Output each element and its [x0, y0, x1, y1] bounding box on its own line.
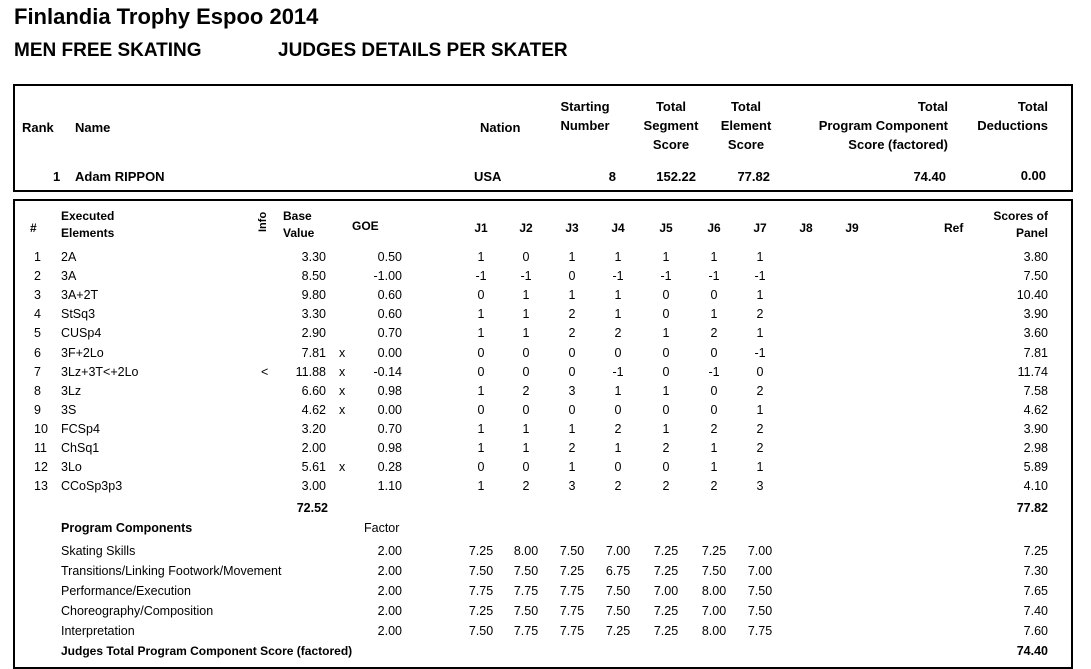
element-number: 6 — [34, 345, 41, 360]
judge-score: 1 — [710, 441, 718, 455]
executed-elements-header — [61, 208, 114, 242]
component-name: Transitions/Linking Footwork/Movement — [61, 564, 282, 578]
component-name: Choreography/Composition — [61, 604, 214, 618]
component-judge-score: 6.75 — [605, 564, 631, 578]
header-line: Score — [652, 137, 690, 152]
component-judge-score: 7.25 — [559, 564, 585, 578]
num-header: # — [30, 221, 37, 235]
element-base-value: 7.81 — [301, 345, 326, 360]
component-judge-score: 7.75 — [559, 584, 585, 598]
skater-rank: 1 — [53, 169, 61, 184]
judge-score: 1 — [614, 441, 622, 455]
element-panel-score: 4.10 — [1023, 479, 1048, 494]
header-line: Deductions — [977, 118, 1048, 133]
element-panel-score: 3.80 — [1023, 250, 1048, 264]
judge-score: 2 — [522, 479, 530, 494]
judge-score: 1 — [522, 421, 530, 436]
judge-score: 0 — [568, 364, 576, 379]
judge-score: 0 — [710, 288, 718, 303]
component-judge-score: 7.75 — [513, 624, 539, 638]
component-judge-score: 7.25 — [605, 624, 631, 638]
judge-score: 2 — [756, 421, 764, 436]
judge-header: J8 — [799, 221, 813, 235]
judge-score: 1 — [568, 288, 576, 303]
judge-score: 1 — [568, 460, 576, 475]
element-panel-score: 7.58 — [1023, 383, 1048, 398]
element-panel-score: 7.50 — [1023, 269, 1048, 284]
judge-header: J4 — [611, 221, 625, 235]
element-name: 3S — [61, 402, 77, 417]
component-judge-score: 8.00 — [513, 544, 539, 558]
header-line: Total — [730, 99, 762, 114]
element-bonus-marker: x — [339, 383, 346, 398]
element-goe: 1.10 — [377, 479, 402, 494]
element-base-value: 3.00 — [301, 479, 326, 494]
component-judge-score: 7.00 — [653, 584, 679, 598]
tss-header — [628, 97, 714, 154]
judge-score: 0 — [662, 307, 670, 322]
judge-score: 2 — [568, 326, 576, 341]
judge-score: 1 — [662, 421, 670, 436]
judge-score: 2 — [614, 479, 622, 494]
component-name: Skating Skills — [61, 544, 136, 558]
header-line: Elements — [61, 226, 115, 240]
deductions-header — [960, 97, 1048, 135]
judge-score: 1 — [614, 288, 622, 303]
element-name: 2A — [61, 250, 77, 264]
element-name: FCSp4 — [61, 421, 100, 436]
judge-score: 1 — [477, 326, 485, 341]
element-number: 8 — [34, 383, 41, 398]
judge-score: 0 — [568, 402, 576, 417]
element-bonus-marker: x — [339, 345, 346, 360]
judge-score: 1 — [477, 307, 485, 322]
component-judge-score: 7.25 — [701, 544, 727, 558]
judge-score: 1 — [756, 460, 764, 475]
judge-score: 2 — [756, 307, 764, 322]
judge-score: 2 — [522, 383, 530, 398]
judge-score: 3 — [568, 479, 576, 494]
component-judge-score: 7.25 — [468, 604, 494, 618]
judge-score: 0 — [662, 402, 670, 417]
element-info: < — [261, 364, 269, 379]
header-line: Total — [917, 99, 948, 114]
element-number: 11 — [34, 441, 47, 455]
judge-score: 1 — [477, 441, 485, 455]
component-judge-score: 7.25 — [468, 544, 494, 558]
element-base-value: 3.30 — [301, 307, 326, 322]
element-base-value: 3.20 — [301, 421, 326, 436]
element-panel-score: 11.74 — [1017, 364, 1048, 379]
header-line: Total — [1017, 99, 1048, 114]
element-number: 10 — [34, 421, 48, 436]
judge-score: 2 — [568, 441, 576, 455]
element-number: 5 — [34, 326, 41, 341]
skater-nation: USA — [474, 169, 502, 184]
judge-header: J5 — [659, 221, 673, 235]
skater-tes: 77.82 — [737, 169, 770, 184]
judge-score: 1 — [477, 421, 485, 436]
factor-header: Factor — [364, 521, 400, 535]
judge-score: 0 — [662, 364, 670, 379]
component-judge-score: 7.50 — [747, 604, 773, 618]
component-factor: 2.00 — [377, 564, 402, 578]
element-name: 3F+2Lo — [61, 345, 104, 360]
judge-header: J7 — [753, 221, 767, 235]
element-goe: -1.00 — [373, 269, 402, 284]
judge-score: 0 — [568, 345, 576, 360]
header-line: Base — [283, 209, 312, 223]
judge-score: 1 — [477, 383, 485, 398]
judge-score: 0 — [477, 460, 485, 475]
component-judge-score: 7.75 — [559, 604, 585, 618]
element-name: CCoSp3p3 — [61, 479, 123, 494]
segment-title: MEN FREE SKATING — [14, 40, 202, 61]
header-line: Number — [560, 118, 610, 133]
element-goe: 0.00 — [377, 345, 402, 360]
component-panel-score: 7.60 — [1023, 624, 1048, 638]
judge-score: 1 — [614, 250, 622, 264]
component-judge-score: 7.50 — [468, 564, 494, 578]
element-bonus-marker: x — [339, 460, 346, 475]
element-base-value: 9.80 — [301, 288, 326, 303]
skater-name: Adam RIPPON — [75, 169, 165, 184]
judge-score: 0 — [662, 288, 670, 303]
component-panel-score: 7.30 — [1023, 564, 1048, 578]
judge-score: 0 — [614, 460, 622, 475]
judge-score: 0 — [477, 364, 485, 379]
judge-score: -1 — [754, 345, 766, 360]
judge-score: 0 — [522, 460, 530, 475]
page-title: Finlandia Trophy Espoo 2014 — [14, 4, 319, 29]
judge-score: 1 — [614, 383, 622, 398]
judge-score: 1 — [522, 441, 530, 455]
judge-score: 0 — [477, 288, 485, 303]
element-goe: 0.98 — [377, 383, 402, 398]
judge-score: -1 — [612, 269, 624, 284]
judge-score: 0 — [662, 345, 670, 360]
judge-header: J3 — [565, 221, 579, 235]
judge-score: 1 — [756, 326, 764, 341]
ref-header: Ref — [944, 221, 964, 235]
starting-number-header — [548, 97, 622, 135]
judge-score: 1 — [756, 288, 764, 303]
judge-score: 0 — [522, 250, 530, 264]
header-line: Program Component — [818, 118, 948, 133]
judge-header: J2 — [519, 221, 533, 235]
element-name: 3Lz+3T<+2Lo — [61, 364, 139, 379]
component-judge-score: 7.75 — [747, 624, 773, 638]
component-judge-score: 7.50 — [468, 624, 494, 638]
element-name: StSq3 — [61, 307, 96, 322]
element-goe: 0.60 — [377, 307, 402, 322]
component-panel-score: 7.40 — [1023, 604, 1048, 618]
judge-header: J9 — [845, 221, 859, 235]
component-judge-score: 7.50 — [513, 604, 539, 618]
judge-score: 2 — [662, 479, 670, 494]
judge-score: 3 — [756, 479, 764, 494]
info-header: Info — [257, 211, 269, 232]
element-number: 1 — [34, 250, 41, 264]
element-panel-score: 2.98 — [1023, 441, 1048, 455]
component-judge-score: 7.75 — [513, 584, 539, 598]
judge-score: 1 — [710, 307, 718, 322]
element-name: 3Lo — [61, 460, 82, 475]
judge-score: 0 — [710, 402, 718, 417]
nation-header: Nation — [480, 120, 521, 135]
judge-score: 1 — [662, 250, 670, 264]
element-goe: -0.14 — [373, 364, 402, 379]
component-factor: 2.00 — [377, 584, 402, 598]
judge-score: 1 — [710, 250, 718, 264]
judge-score: 0 — [662, 460, 670, 475]
judge-score: 0 — [756, 364, 764, 379]
judge-score: 0 — [477, 402, 485, 417]
header-line: Element — [720, 118, 772, 133]
element-base-value: 4.62 — [301, 402, 326, 417]
element-base-value: 3.30 — [301, 250, 326, 264]
judge-score: 2 — [710, 421, 718, 436]
judge-score: 1 — [710, 460, 718, 475]
component-judge-score: 7.50 — [559, 544, 585, 558]
judge-header: J1 — [474, 221, 488, 235]
component-judge-score: 7.00 — [747, 564, 773, 578]
element-number: 2 — [34, 269, 41, 284]
element-goe: 0.70 — [377, 421, 402, 436]
judge-score: 1 — [756, 250, 764, 264]
element-number: 7 — [34, 364, 41, 379]
judge-score: 0 — [568, 269, 576, 284]
component-judge-score: 7.00 — [605, 544, 631, 558]
element-bonus-marker: x — [339, 402, 346, 417]
header-line: Panel — [1015, 226, 1048, 240]
component-judge-score: 8.00 — [701, 624, 727, 638]
element-base-value: 11.88 — [295, 364, 326, 379]
header-line: Executed — [61, 209, 115, 223]
component-factor: 2.00 — [377, 544, 402, 558]
element-name: ChSq1 — [61, 441, 100, 455]
element-bonus-marker: x — [339, 364, 346, 379]
judge-score: 0 — [522, 402, 530, 417]
skater-starting-number: 8 — [608, 169, 616, 184]
element-name: CUSp4 — [61, 326, 102, 341]
rank-header: Rank — [22, 120, 54, 135]
program-components-header: Program Components — [61, 521, 193, 535]
element-goe: 0.00 — [377, 402, 402, 417]
base-value-header — [283, 208, 314, 242]
judge-score: -1 — [520, 269, 532, 284]
report-title: JUDGES DETAILS PER SKATER — [278, 40, 568, 61]
judge-score: -1 — [660, 269, 672, 284]
judge-score: 2 — [710, 479, 718, 494]
element-goe: 0.70 — [377, 326, 402, 341]
judge-score: 0 — [710, 345, 718, 360]
component-panel-score: 7.65 — [1023, 584, 1048, 598]
element-base-value: 5.61 — [301, 460, 326, 475]
header-line: Score — [727, 137, 765, 152]
judge-score: 0 — [710, 383, 718, 398]
component-judge-score: 7.50 — [701, 564, 727, 578]
component-factor: 2.00 — [377, 604, 402, 618]
element-name: 3Lz — [61, 383, 82, 398]
element-number: 13 — [34, 479, 48, 494]
judge-score: 2 — [614, 326, 622, 341]
element-panel-score: 3.90 — [1023, 307, 1048, 322]
judge-score: -1 — [708, 269, 720, 284]
element-panel-score: 5.89 — [1023, 460, 1048, 475]
judge-score: 0 — [614, 345, 622, 360]
judge-score: -1 — [612, 364, 624, 379]
judge-header: J6 — [707, 221, 721, 235]
element-panel-score: 4.62 — [1023, 402, 1048, 417]
judge-score: 2 — [662, 441, 670, 455]
judge-score: 2 — [568, 307, 576, 322]
judge-score: 1 — [477, 479, 485, 494]
header-line: Starting — [560, 99, 610, 114]
element-number: 3 — [34, 288, 41, 303]
judge-score: 1 — [477, 250, 485, 264]
judge-score: -1 — [475, 269, 487, 284]
element-panel-score: 3.90 — [1023, 421, 1048, 436]
element-goe: 0.50 — [377, 250, 402, 264]
component-judge-score: 7.25 — [653, 624, 679, 638]
element-goe: 0.98 — [377, 441, 402, 455]
header-line: Segment — [643, 118, 699, 133]
element-number: 4 — [34, 307, 41, 322]
element-goe: 0.60 — [377, 288, 402, 303]
name-header: Name — [75, 120, 111, 135]
component-judge-score: 7.25 — [653, 544, 679, 558]
pcs-total-label: Judges Total Program Component Score (factored) — [61, 644, 353, 658]
component-judge-score: 7.50 — [605, 584, 631, 598]
component-judge-score: 7.00 — [701, 604, 727, 618]
element-name: 3A+2T — [61, 288, 99, 303]
element-number: 9 — [34, 402, 41, 417]
component-judge-score: 7.25 — [653, 604, 679, 618]
skater-tss: 152.22 — [656, 169, 696, 184]
elements-score-total: 77.82 — [1016, 501, 1048, 515]
judge-score: 1 — [522, 326, 530, 341]
judge-score: 1 — [614, 307, 622, 322]
judge-score: 0 — [522, 364, 530, 379]
judge-score: 1 — [522, 288, 530, 303]
component-judge-score: 7.25 — [653, 564, 679, 578]
element-base-value: 2.90 — [301, 326, 326, 341]
component-judge-score: 7.75 — [468, 584, 494, 598]
judge-score: 3 — [568, 383, 576, 398]
component-judge-score: 7.50 — [605, 604, 631, 618]
component-judge-score: 8.00 — [701, 584, 727, 598]
component-judge-score: 7.75 — [559, 624, 585, 638]
component-name: Performance/Execution — [61, 584, 191, 598]
judge-score: 1 — [568, 421, 576, 436]
component-judge-score: 7.00 — [747, 544, 773, 558]
pcs-header — [790, 97, 948, 154]
skater-deductions: 0.00 — [1020, 168, 1046, 183]
component-factor: 2.00 — [377, 624, 402, 638]
judge-score: 0 — [522, 345, 530, 360]
component-panel-score: 7.25 — [1023, 544, 1048, 558]
element-name: 3A — [61, 269, 77, 284]
element-goe: 0.28 — [377, 460, 402, 475]
tes-header — [706, 97, 786, 154]
judge-score: 1 — [522, 307, 530, 322]
header-line: Total — [655, 99, 687, 114]
judge-score: 2 — [710, 326, 718, 341]
element-panel-score: 10.40 — [1016, 288, 1048, 303]
component-judge-score: 7.50 — [513, 564, 539, 578]
elements-base-total: 72.52 — [296, 501, 328, 515]
element-base-value: 6.60 — [301, 383, 326, 398]
judge-score: 0 — [614, 402, 622, 417]
judge-score: -1 — [754, 269, 766, 284]
component-name: Interpretation — [61, 624, 135, 638]
judge-score: 1 — [662, 383, 670, 398]
judge-score: 2 — [614, 421, 622, 436]
element-base-value: 8.50 — [301, 269, 326, 284]
judge-score: 0 — [477, 345, 485, 360]
judge-score: 1 — [568, 250, 576, 264]
element-base-value: 2.00 — [301, 441, 326, 455]
header-line: Score (factored) — [848, 137, 948, 152]
element-panel-score: 3.60 — [1023, 326, 1048, 341]
pcs-total-score: 74.40 — [1016, 644, 1048, 658]
judge-score: 2 — [756, 441, 764, 455]
goe-header: GOE — [352, 219, 379, 233]
header-line: Value — [283, 226, 315, 240]
judge-score: -1 — [708, 364, 720, 379]
element-panel-score: 7.81 — [1023, 345, 1048, 360]
header-line: Scores of — [993, 209, 1048, 223]
scores-of-panel-header — [980, 208, 1048, 242]
skater-pcs: 74.40 — [913, 169, 946, 184]
component-judge-score: 7.50 — [747, 584, 773, 598]
judge-score: 1 — [662, 326, 670, 341]
element-number: 12 — [34, 460, 48, 475]
judge-score: 2 — [756, 383, 764, 398]
judge-score: 1 — [756, 402, 764, 417]
